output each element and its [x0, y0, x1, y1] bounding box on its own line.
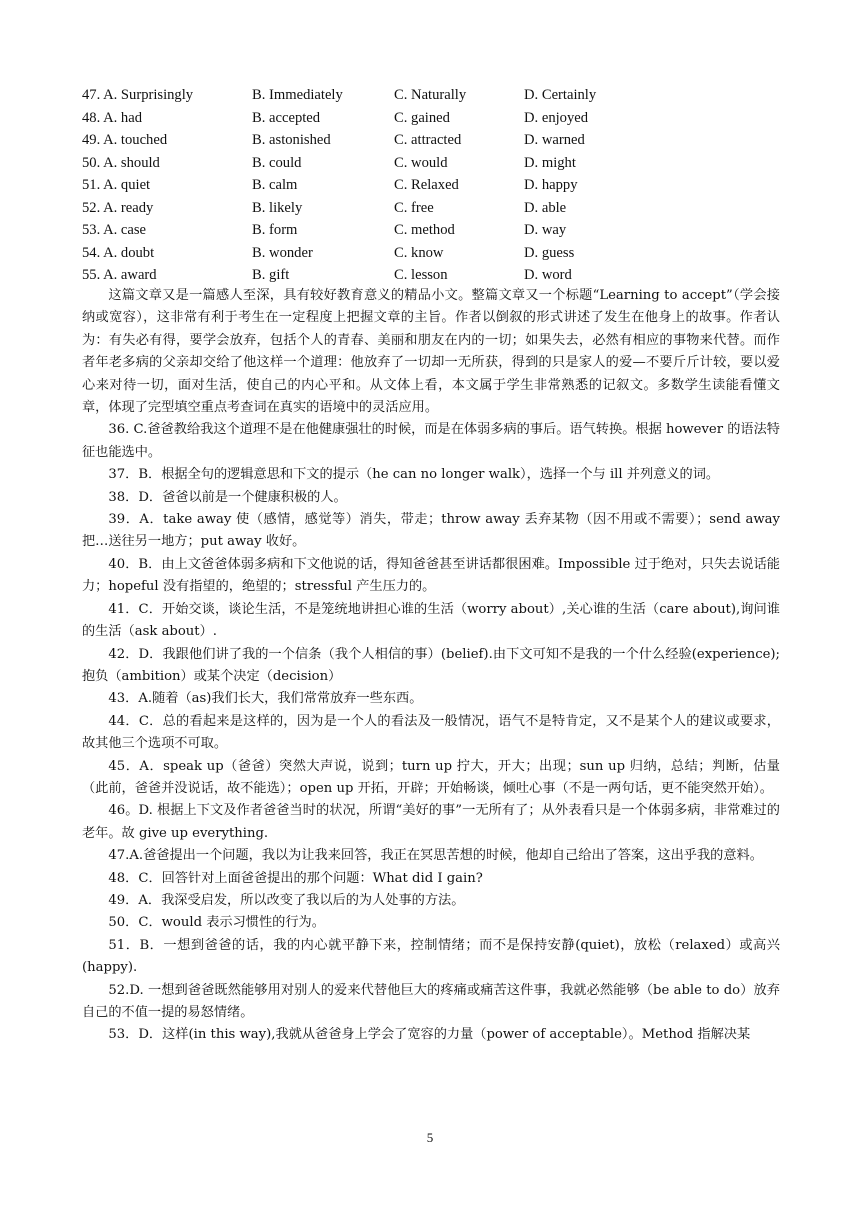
option-row-47 [82, 84, 782, 107]
explanation-41: 41．C．开始交谈，谈论生活，不是笼统地讲担心谁的生活（worry about）,关心谁的生活（care about),询问谁的生活（ask about）. [82, 601, 780, 640]
option-c: C. free [394, 199, 434, 216]
option-a: 53. A. case [82, 222, 147, 238]
option-d: D. Certainly [524, 87, 597, 103]
option-c: C. gained [394, 109, 450, 126]
option-d: D. guess [524, 244, 575, 261]
option-a: 54. A. doubt [82, 244, 155, 261]
explanation-37: 37．B．根据全句的逻辑意思和下文的提示（he can no longer walk），选择一个与 ill 并列意义的词。 [108, 467, 720, 483]
explanation-44: 44．C．总的看起来是这样的，因为是一个人的看法及一般情况，语气不是特肯定，又不是某个人的建议或要求，故其他三个选项不可取。 [82, 713, 780, 752]
explanation-48: 48．C．回答针对上面爸爸提出的那个问题：What did I gain? [108, 870, 483, 886]
option-b: B. calm [252, 177, 298, 193]
explanation-39: 39．A．take away 使（感情，感觉等）消失，带走；throw away 丢弃某物（因不用或不需要）；send away 把…送往另一地方；put away 收好。 [82, 512, 780, 550]
option-row-51 [82, 174, 782, 197]
explanation-43: 43．A.随着（as)我们长大，我们常常放弃一些东西。 [108, 691, 423, 707]
option-d: D. warned [524, 132, 585, 148]
option-b: B. astonished [252, 132, 331, 148]
explanation-50: 50．C．would 表示习惯性的行为。 [108, 915, 325, 931]
option-d: D. happy [524, 177, 578, 193]
option-a: 49. A. touched [82, 132, 168, 148]
option-d: D. word [524, 267, 572, 283]
explanation-51: 51．B．一想到爸爸的话，我的内心就平静下来，控制情绪；而不是保持安静(quiet)，放松（relaxed）或高兴(happy). [82, 937, 780, 976]
explanation-52: 52.D. 一想到爸爸既然能够用对别人的爱来代替他巨大的疼痛或痛苦这件事，我就必然能够（be able to do）放弃自己的不值一提的易怒情绪。 [82, 982, 780, 1020]
explanation-42: 42．D．我跟他们讲了我的一个信条（我个人相信的事）(belief).由下文可知不是我的一个什么经验(experience);抱负（ambition）或某个决定（decision） [82, 646, 780, 684]
option-d: D. might [524, 154, 576, 171]
option-row-48 [82, 107, 782, 130]
option-row-54 [82, 242, 782, 265]
option-row-49 [82, 129, 782, 152]
summary-paragraph: 这篇文章又是一篇感人至深，具有较好教育意义的精品小文。整篇文章又一个标题“Learning to accept”（学会接纳或宽容），这非常有利于考生在一定程度上把握文章的主旨。作者以倒叙的形式讲述了发生在他身上的故事。作者认为：有失必有得，要学会放弃，包括个人的青春、美丽和朋友在内的一切；如果失去，必然有相应的事物来代替。而作者年老多病的父亲却交给了他这样一个道理：他放弃了一切却一无所获，得到的只是家人的爱—不要斤斤计较，要以爱心来对待一切，面对生活，使自己的内心平和。从文体上看，本文属于学生非常熟悉的记叙文。多数学生读能看懂文章，体现了完型填空重点考查词在真实的语境中的灵活应用。 [82, 288, 780, 416]
option-a: 52. A. ready [82, 199, 154, 216]
explanation-38: 38．D．爸爸以前是一个健康积极的人。 [108, 489, 347, 505]
answer-options-table [82, 84, 782, 287]
page-number: 5 [426, 1130, 434, 1145]
option-c: C. method [394, 222, 455, 238]
explanation-text [82, 285, 780, 1047]
option-d: D. enjoyed [524, 109, 589, 126]
option-c: C. would [394, 154, 448, 171]
option-b: B. could [252, 154, 302, 171]
explanation-40: 40．B．由上文爸爸体弱多病和下文他说的话，得知爸爸甚至讲话都很困难。Impossible 过于绝对，只失去说话能力；hopeful 没有指望的，绝望的；stressful 产生压力的。 [82, 556, 780, 595]
option-a: 50. A. should [82, 154, 160, 171]
option-c: C. attracted [394, 132, 462, 148]
explanation-45: 45．A．speak up（爸爸）突然大声说，说到；turn up 拧大，开大；出现；sun up 归纳，总结；判断，估量（此前，爸爸并没说话，故不能选）；open up 开拓，开辟；开始畅谈，倾吐心事（不是一两句话，更不能突然开始）。 [82, 758, 780, 796]
explanation-49: 49．A．我深受启发，所以改变了我以后的为人处事的方法。 [108, 892, 465, 908]
option-b: B. likely [252, 199, 303, 216]
explanation-47: 47.A.爸爸提出一个问题，我以为让我来回答，我正在冥思苦想的时候，他却自己给出了答案，这出乎我的意料。 [108, 848, 763, 864]
option-c: C. lesson [394, 267, 448, 283]
option-a: 48. A. had [82, 109, 142, 126]
option-row-55 [82, 264, 782, 287]
option-d: D. able [524, 199, 567, 216]
explanation-36: 36. C.爸爸教给我这个道理不是在他健康强壮的时候，而是在体弱多病的事后。语气转换。根据 however 的语法特征也能选中。 [82, 422, 780, 460]
option-b: B. Immediately [252, 87, 343, 103]
option-b: B. gift [252, 267, 290, 283]
option-a: 47. A. Surprisingly [82, 87, 194, 103]
option-c: C. know [394, 244, 444, 261]
option-c: C. Naturally [394, 87, 467, 103]
option-d: D. way [524, 222, 567, 238]
option-b: B. accepted [252, 109, 321, 126]
option-a: 51. A. quiet [82, 177, 151, 193]
explanation-46: 46。D. 根据上下文及作者爸爸当时的状况，所谓“美好的事”一无所有了；从外表看只是一个体弱多病，非常难过的老年。故 give up everything. [82, 803, 780, 841]
explanation-53: 53．D．这样(in this way),我就从爸爸身上学会了宽容的力量（power of acceptable）。Method 指解决某 [108, 1027, 751, 1043]
option-row-52 [82, 197, 782, 220]
option-c: C. Relaxed [394, 177, 459, 193]
option-a: 55. A. award [82, 267, 157, 283]
option-b: B. wonder [252, 244, 313, 261]
option-row-53 [82, 219, 782, 242]
option-row-50 [82, 152, 782, 175]
option-b: B. form [252, 222, 298, 238]
